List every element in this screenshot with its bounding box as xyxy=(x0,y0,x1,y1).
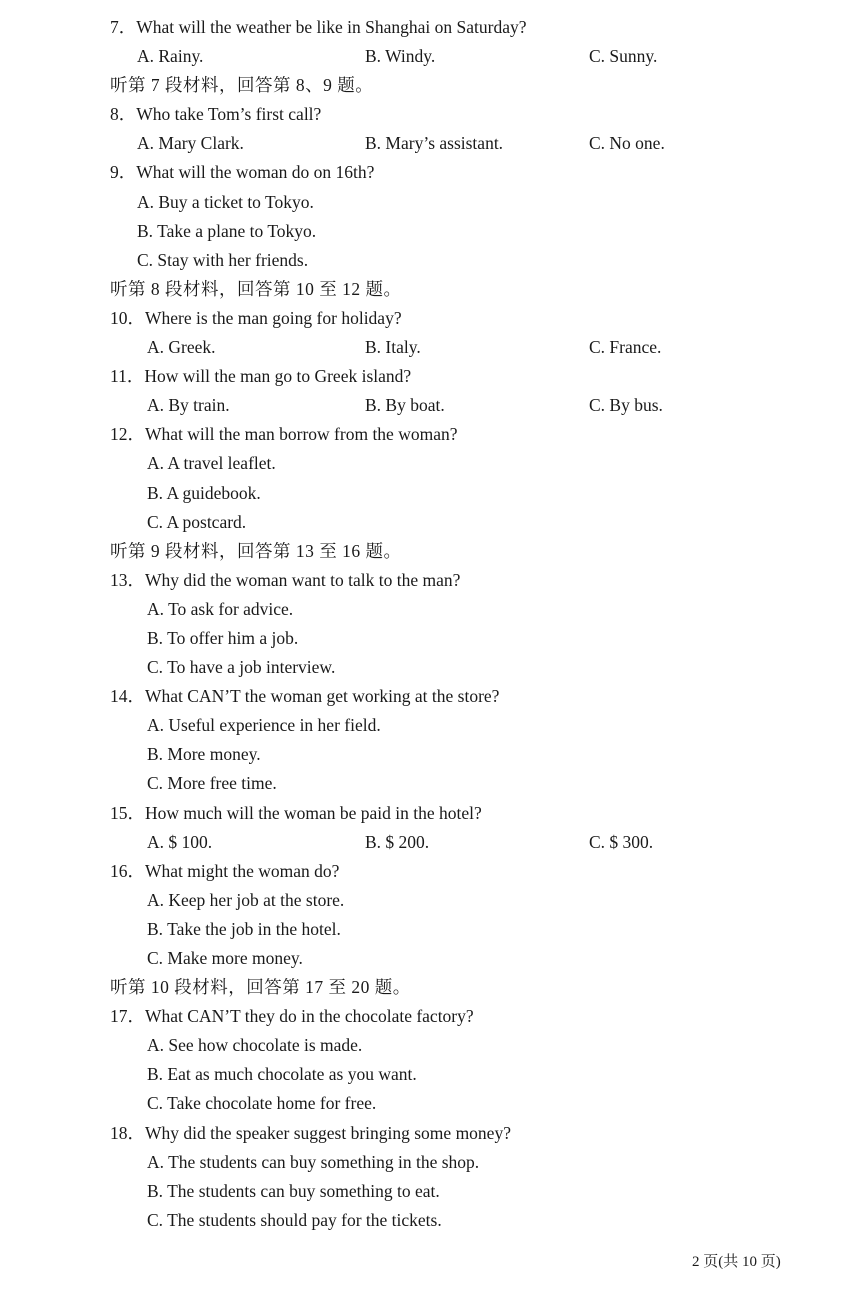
page-footer: 2 页(共 10 页) xyxy=(692,1254,781,1270)
question: 15．How much will the woman be paid in the hotel? xyxy=(110,802,482,823)
question: 11．How will the man go to Greek island? xyxy=(110,366,412,387)
answer-option: A. Buy a ticket to Tokyo. xyxy=(137,191,314,212)
answer-option: B. More money. xyxy=(147,744,261,765)
answer-option: B. By boat. xyxy=(365,395,445,416)
exam-page xyxy=(0,13,860,1235)
answer-option: C. To have a job interview. xyxy=(147,657,336,678)
answer-option: A. Rainy. xyxy=(137,46,204,67)
answer-option: A. Keep her job at the store. xyxy=(147,889,345,910)
answer-option: A. A travel leaflet. xyxy=(147,453,276,474)
answer-option: A. Greek. xyxy=(147,337,216,358)
answer-options-row xyxy=(0,828,860,857)
answer-option: A. By train. xyxy=(147,395,230,416)
answer-option: C. France. xyxy=(589,337,662,358)
answer-option: C. The students should pay for the tickets. xyxy=(147,1209,442,1230)
question: 14．What CAN’T the woman get working at the store? xyxy=(110,686,500,707)
question: 12．What will the man borrow from the woman? xyxy=(110,424,458,445)
section-instruction: 听第 10 段材料，回答第 17 至 20 题。 xyxy=(110,977,411,998)
answer-option: B. Mary’s assistant. xyxy=(365,133,504,154)
answer-option: B. $ 200. xyxy=(365,831,430,852)
answer-option: C. By bus. xyxy=(589,395,663,416)
answer-option: B. Windy. xyxy=(365,46,436,67)
answer-options-row xyxy=(0,391,860,420)
answer-option: C. Make more money. xyxy=(147,948,303,968)
answer-options-row xyxy=(0,129,860,158)
answer-option: A. Mary Clark. xyxy=(137,133,244,154)
answer-option: B. The students can buy something to eat. xyxy=(147,1180,440,1201)
answer-option: A. Useful experience in her field. xyxy=(147,715,381,736)
answer-option: C. Take chocolate home for free. xyxy=(147,1093,377,1114)
answer-option: B. Eat as much chocolate as you want. xyxy=(147,1064,417,1085)
answer-option: B. A guidebook. xyxy=(147,482,261,503)
answer-options-row xyxy=(0,42,860,71)
question: 18．Why did the speaker suggest bringing some money? xyxy=(110,1122,511,1143)
question: 16．What might the woman do? xyxy=(110,860,340,881)
answer-options-row xyxy=(0,333,860,362)
answer-option: C. $ 300. xyxy=(589,831,654,852)
answer-option: C. Stay with her friends. xyxy=(137,249,309,270)
answer-option: C. More free time. xyxy=(147,773,277,794)
answer-option: B. To offer him a job. xyxy=(147,627,299,648)
answer-option: B. Take the job in the hotel. xyxy=(147,918,341,939)
answer-option: A. The students can buy something in the shop. xyxy=(147,1151,480,1172)
question: 9．What will the woman do on 16th? xyxy=(110,162,375,183)
section-instruction: 听第 9 段材料，回答第 13 至 16 题。 xyxy=(110,540,402,561)
answer-option: A. To ask for advice. xyxy=(147,598,294,619)
section-instruction: 听第 8 段材料，回答第 10 至 12 题。 xyxy=(110,278,402,299)
question: 10．Where is the man going for holiday? xyxy=(110,307,402,328)
answer-option: C. No one. xyxy=(589,133,665,154)
question: 17．What CAN’T they do in the chocolate factory? xyxy=(110,1006,474,1027)
answer-option: A. See how chocolate is made. xyxy=(147,1035,363,1056)
answer-option: C. Sunny. xyxy=(589,46,658,67)
answer-option: A. $ 100. xyxy=(147,831,213,852)
section-instruction: 听第 7 段材料，回答第 8、9 题。 xyxy=(110,75,374,96)
question: 8．Who take Tom’s first call? xyxy=(110,104,322,125)
answer-option: B. Italy. xyxy=(365,337,421,358)
answer-option: C. A postcard. xyxy=(147,511,247,532)
answer-option: B. Take a plane to Tokyo. xyxy=(137,220,317,241)
question: 7．What will the weather be like in Shanghai on Saturday? xyxy=(110,17,527,37)
question: 13．Why did the woman want to talk to the man? xyxy=(110,569,461,590)
